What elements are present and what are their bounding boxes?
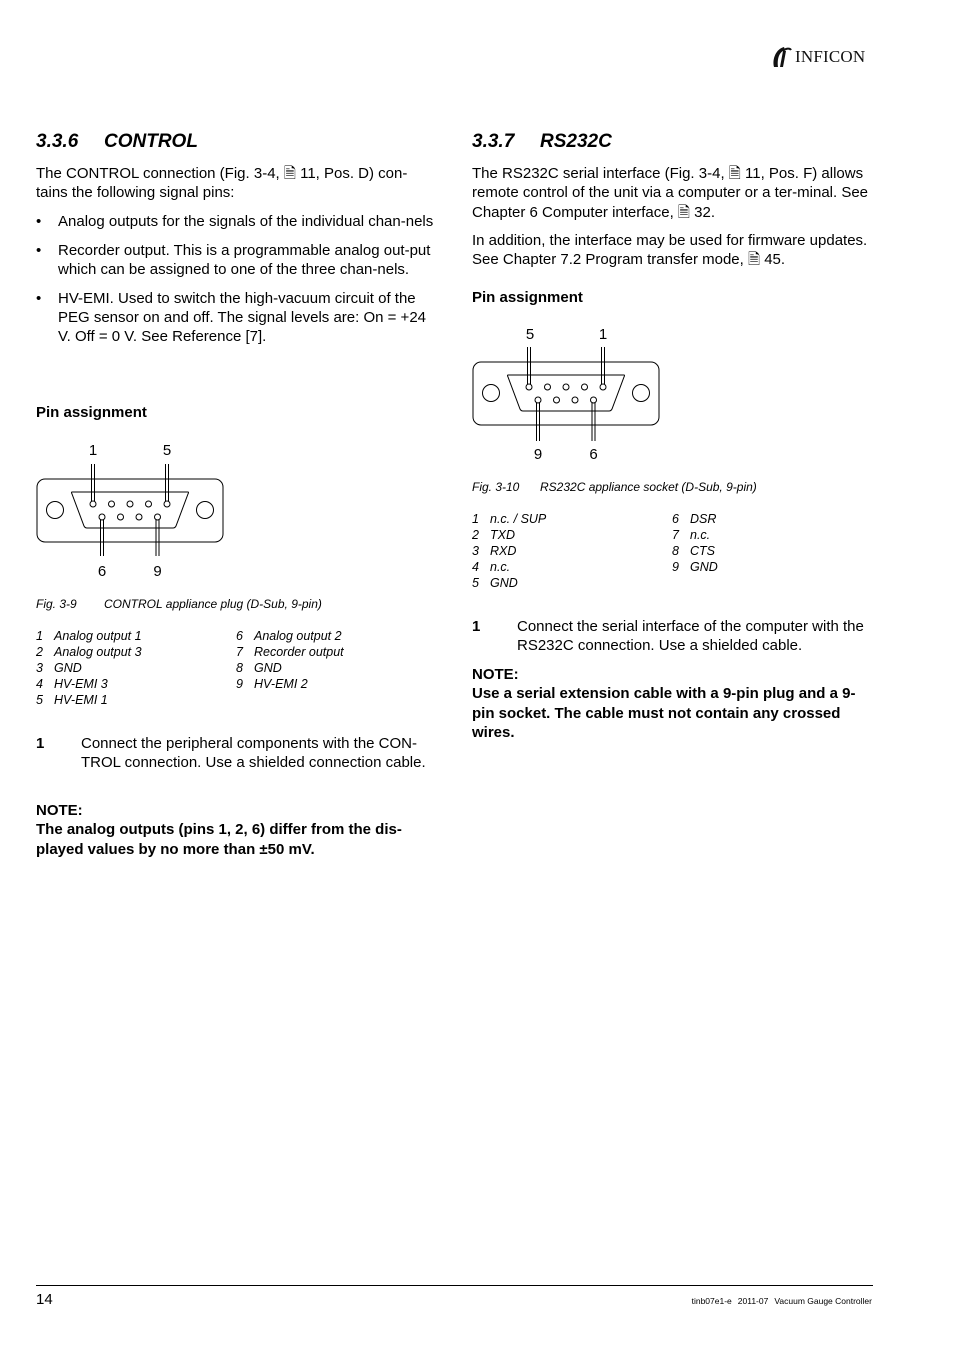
figure-caption-text: RS232C appliance socket (D-Sub, 9-pin): [540, 480, 757, 494]
note-text: Use a serial extension cable with a 9-pin plug and a 9-pin socket. The cable must not contain any crossed wires.: [472, 685, 856, 741]
pin-label-bottom-right: 9: [153, 563, 162, 580]
control-bullet-list: [36, 212, 436, 356]
pin-row: 3 RXD: [472, 544, 517, 558]
section-number: 3.3.7: [472, 131, 515, 152]
figure-number: Fig. 3-9: [36, 597, 77, 611]
section-heading-rs232c: [472, 131, 612, 153]
bullet-item: • Analog outputs for the signals of the individual chan-nels: [36, 213, 434, 230]
rs232c-intro: The RS232C serial interface (Fig. 3-4, 🗎 11, Pos. F) allows remote control of the unit via a computer or a ter-minal. See Chapter 6 Computer interface, 🗎 32.: [472, 165, 869, 221]
footer-doc-info: [686, 1296, 872, 1306]
figure-caption-text: CONTROL appliance plug (D-Sub, 9-pin): [104, 597, 322, 611]
pin-row: 7 Recorder output: [236, 645, 344, 659]
pin-row: 9 HV-EMI 2: [236, 677, 308, 691]
pin-row: 8 GND: [236, 661, 282, 675]
note-block: [36, 801, 436, 859]
pin-row: 7 n.c.: [672, 528, 711, 542]
figure-number: Fig. 3-10: [472, 480, 520, 494]
pin-label-top-right: 1: [598, 326, 608, 343]
note-label: NOTE:: [472, 666, 519, 683]
pin-row: 4 HV-EMI 3: [36, 677, 108, 691]
bullet-item: • HV-EMI. Used to switch the high-vacuum circuit of the PEG sensor on and off. The signal levels are: On = +24 V. Off = 0 V. See Reference [7].: [36, 289, 427, 346]
pin-row: 6 DSR: [672, 512, 717, 526]
pin-row: 5 HV-EMI 1: [36, 693, 108, 707]
dsub-plug-diagram: [36, 436, 236, 591]
pin-assignment-table: [472, 512, 872, 592]
pin-row: 2 TXD: [472, 528, 515, 542]
page-number: 14: [36, 1291, 53, 1308]
instruction-step: [472, 617, 872, 656]
pin-assignment-table: [36, 629, 436, 709]
inficon-logo: [770, 44, 865, 70]
pin-row: 1 Analog output 1: [36, 629, 142, 643]
section-number: 3.3.6: [36, 131, 79, 152]
section-heading-control: [36, 131, 198, 153]
dsub-socket-diagram: [472, 319, 672, 474]
bullet-item: • Recorder output. This is a programmable analog out-put which can be assigned to one of the three chan-nels.: [36, 241, 431, 279]
product-name: Vacuum Gauge Controller: [774, 1296, 872, 1306]
pin-row: 9 GND: [672, 560, 718, 574]
step-number: 1: [472, 618, 481, 635]
pin-row: 3 GND: [36, 661, 82, 675]
pin-label-top-left: 5: [525, 326, 535, 343]
inficon-logo-icon: [770, 45, 792, 69]
step-number: 1: [36, 735, 45, 752]
pin-row: 4 n.c.: [472, 560, 511, 574]
pin-label-bottom-right: 6: [589, 446, 598, 463]
footer-divider: [36, 1285, 873, 1286]
pin-label-top-left: 1: [88, 442, 98, 459]
section-title: RS232C: [540, 131, 612, 152]
rs232c-firmware-note: In addition, the interface may be used for firmware updates. See Chapter 7.2 Program transfer mode, 🗎 45.: [472, 232, 868, 269]
step-text: Connect the serial interface of the computer with the RS232C connection. Use a shielded cable.: [517, 618, 864, 655]
note-label: NOTE:: [36, 802, 83, 819]
note-block: [472, 665, 872, 742]
control-intro: The CONTROL connection (Fig. 3-4, 🗎 11, Pos. D) con-tains the following signal pins:: [36, 165, 408, 202]
figure-caption: [472, 480, 757, 494]
pin-assignment-heading: Pin assignment: [472, 289, 583, 306]
figure-caption: [36, 597, 322, 611]
brand-name: INFICON: [795, 47, 866, 66]
pin-row: 5 GND: [472, 576, 518, 590]
pin-row: 2 Analog output 3: [36, 645, 142, 659]
pin-row: 8 CTS: [672, 544, 715, 558]
doc-id: tinb07e1-e: [691, 1296, 732, 1306]
doc-date: 2011-07: [737, 1296, 769, 1306]
instruction-step: [36, 734, 436, 773]
note-text: The analog outputs (pins 1, 2, 6) differ from the dis-played values by no more than ±50 mV.: [36, 821, 402, 858]
section-title: CONTROL: [104, 131, 198, 152]
pin-row: 6 Analog output 2: [236, 629, 342, 643]
step-text: Connect the peripheral components with the CON-TROL connection. Use a shielded connection cable.: [81, 735, 426, 772]
pin-row: 1 n.c. / SUP: [472, 512, 547, 526]
pin-label-bottom-left: 6: [97, 563, 107, 580]
pin-label-top-right: 5: [162, 442, 172, 459]
pin-label-bottom-left: 9: [533, 446, 543, 463]
pin-assignment-heading: Pin assignment: [36, 404, 147, 421]
